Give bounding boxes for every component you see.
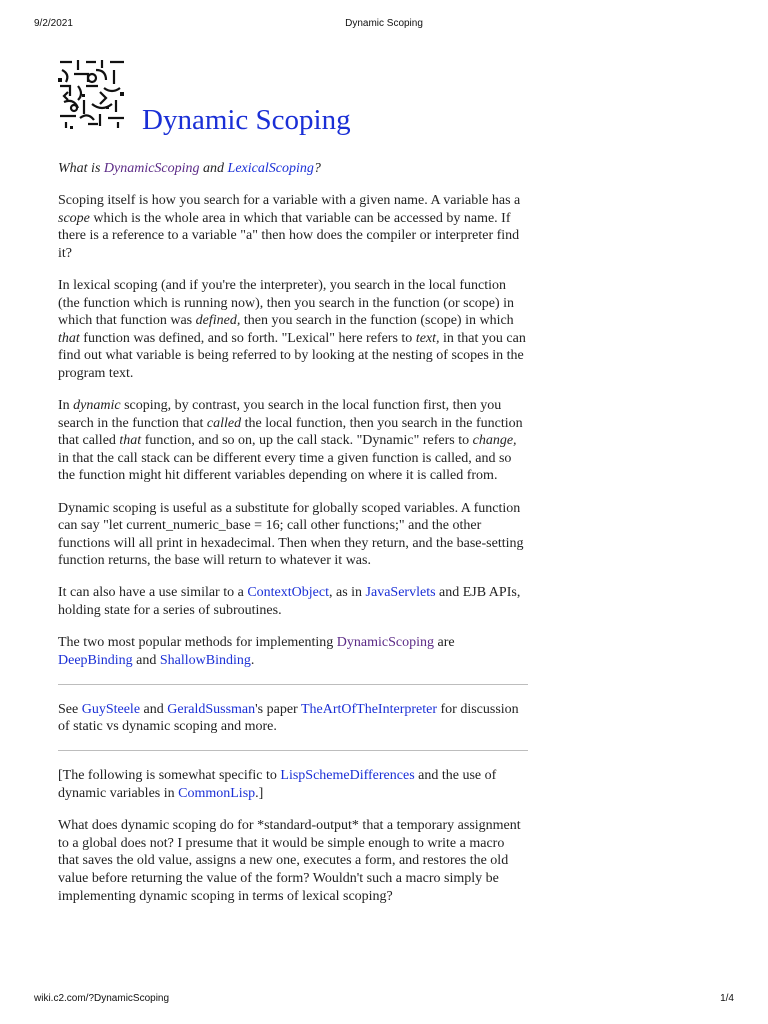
paragraph-usefulness	[58, 500, 528, 570]
paragraph-lexical	[58, 277, 528, 383]
text: .	[250, 652, 255, 668]
emphasis: dynamic	[73, 398, 121, 414]
text: What is	[58, 161, 104, 176]
text: The two most popular methods for implementing	[58, 635, 337, 651]
article-body	[58, 160, 528, 920]
text: which is the whole area in which that variable can be accessed by name. If there is a reference to a variable "a" then how does the compiler or interpreter find it?	[58, 210, 520, 261]
text: ?	[313, 161, 321, 176]
link-shallow-binding[interactable]: ShallowBinding	[159, 652, 251, 668]
print-date: 9/2/2021	[34, 18, 73, 29]
text: In lexical scoping (and if you're the interpreter), you search in the local function (the function which is running now), then you search in the function (or scope) in which that function was	[58, 277, 515, 329]
link-lexical-scoping[interactable]: LexicalScoping	[227, 161, 314, 176]
link-lisp-scheme-differences[interactable]: LispSchemeDifferences	[280, 768, 415, 784]
text: and the use of dynamic variables in	[58, 768, 497, 802]
text: 's paper	[255, 701, 301, 717]
c2-wiki-logo-icon[interactable]	[56, 56, 130, 130]
emphasis: that	[58, 330, 80, 346]
text: in that the call stack can be different every time a given function is called, and so the function might hit different variables depending on where it is called from.	[58, 450, 512, 484]
text: function was defined, and so forth. "Lexical" here refers to	[79, 330, 416, 346]
paragraph-see-also	[58, 701, 528, 736]
paragraph-context-object	[58, 584, 528, 619]
text: scoping, by contrast, you search in the local function first, then you search in the function that	[58, 398, 502, 431]
text: and	[132, 652, 160, 668]
paragraph-methods	[58, 634, 528, 669]
text: then you search in the function (scope) in which	[240, 313, 514, 329]
print-url: wiki.c2.com/?DynamicScoping	[34, 993, 170, 1004]
emphasis: scope	[58, 210, 90, 226]
divider	[58, 750, 528, 751]
text: and	[199, 161, 228, 176]
text: and EJB APIs, holding state for a series of subroutines.	[58, 585, 521, 618]
link-art-of-the-interpreter[interactable]: TheArtOfTheInterpreter	[300, 701, 438, 717]
emphasis: that	[119, 433, 142, 449]
paragraph-dynamic	[58, 397, 528, 485]
text: Scoping itself is how you search for a variable with a given name. A variable has a	[58, 193, 521, 209]
link-common-lisp[interactable]: CommonLisp	[178, 786, 256, 802]
text: Dynamic scoping is useful as a substitute for globally scoped variables. A function can say "let current_numeric_base = 16; call other functions;" and the other functions will all print in hexadecimal. Then when they return, and the base-setting function returns, the base will return to whatever it was.	[58, 500, 524, 569]
page-title: Dynamic Scoping	[142, 104, 351, 136]
link-dynamic-scoping[interactable]: DynamicScoping	[103, 161, 200, 176]
emphasis: text,	[415, 330, 440, 346]
text: in that you can find out what variable is being referred to by looking at the nesting of scopes in the program text.	[58, 330, 526, 381]
text: [The following is somewhat specific to	[58, 768, 281, 784]
link-java-servlets[interactable]: JavaServlets	[365, 585, 436, 601]
link-guy-steele[interactable]: GuySteele	[81, 701, 141, 717]
intro-question	[58, 160, 528, 178]
text: are	[434, 635, 455, 651]
text: the local function, then you search in the function that called	[58, 415, 523, 449]
emphasis: change,	[472, 433, 517, 449]
text: In	[58, 398, 74, 414]
emphasis: called	[206, 415, 242, 431]
emphasis: defined,	[195, 313, 241, 329]
text: function, and so on, up the call stack. "Dynamic" refers to	[141, 433, 473, 449]
link-deep-binding[interactable]: DeepBinding	[58, 652, 133, 668]
text: , as in	[328, 585, 366, 601]
print-header	[0, 18, 768, 32]
paragraph-scoping	[58, 192, 528, 262]
link-dynamic-scoping[interactable]: DynamicScoping	[336, 635, 435, 651]
text: What does dynamic scoping do for *standard-output* that a temporary assignment to a global does not? I presume that it would be simple enough to write a macro that saves the old value, assigns a new one, executes a form, and restores the old value before returning the value of the form? Wouldn't such a macro simply be implementing dynamic scoping in terms of lexical scoping?	[58, 818, 521, 904]
paragraph-question	[58, 817, 528, 905]
text: See	[58, 701, 82, 717]
divider	[58, 684, 528, 685]
text: .]	[255, 786, 264, 802]
print-footer	[0, 993, 768, 1007]
link-gerald-sussman[interactable]: GeraldSussman	[167, 701, 256, 717]
text: and	[140, 701, 168, 717]
text: It can also have a use similar to a	[58, 585, 248, 601]
print-title: Dynamic Scoping	[345, 18, 423, 29]
paragraph-lisp-note	[58, 767, 528, 802]
print-page-number: 1/4	[720, 993, 734, 1004]
text: for discussion of static vs dynamic scoping and more.	[58, 701, 519, 735]
link-context-object[interactable]: ContextObject	[247, 585, 329, 601]
